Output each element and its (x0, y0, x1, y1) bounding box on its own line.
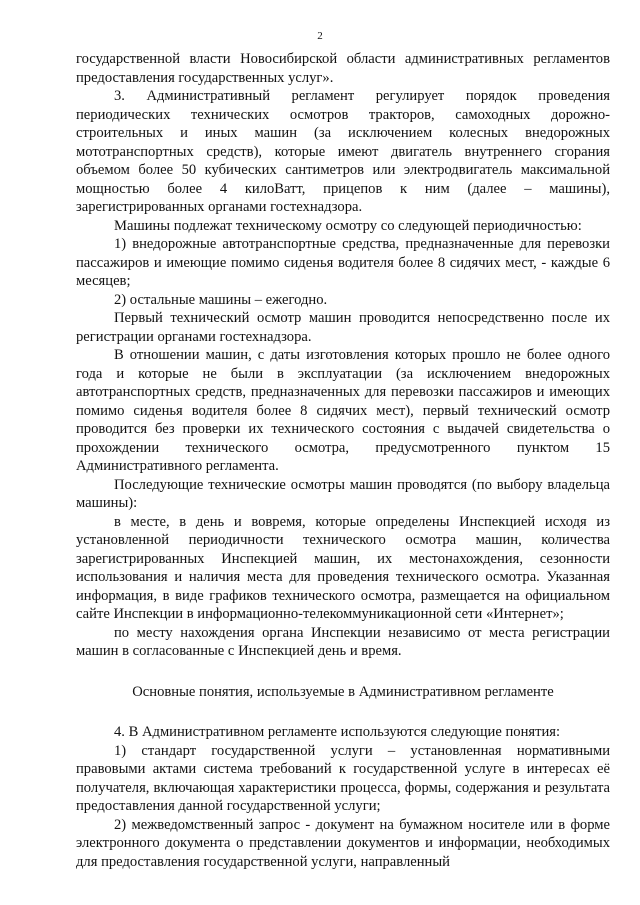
paragraph: 3. Административный регламент регулирует порядок проведения периодических технических осмотров тракторов, самоходных дорожно-строительных и иных машин (за исключением колесных внедорожных мототранспортных средств), которые имеют двигатель внутреннего сгорания объемом более 50 кубических сантиметров или электродвигатель максимальной мощностью более 4 килоВатт, прицепов к ним (далее – машины), зарегистрированных органами гостехнадзора. (76, 88, 610, 215)
paragraph: В отношении машин, с даты изготовления которых прошло не более одного года и которые не были в эксплуатации (за исключением внедорожных автотранспортных средств, предназначенных для перевозки пассажиров и имеющих помимо сиденья водителя более 8 сидячих мест), первый технический осмотр проводится без проверки их технического состояния с выдачей свидетельства о прохождении технического осмотра, предусмотренного пунктом 15 Административного регламента. (76, 347, 610, 474)
paragraph: Первый технический осмотр машин проводится непосредственно после их регистрации органами гостехнадзора. (76, 310, 610, 345)
paragraph: 4. В Административном регламенте используются следующие понятия: (114, 724, 561, 740)
list-item: 2) остальные машины – ежегодно. (114, 291, 328, 308)
section-heading: Основные понятия, используемые в Административном регламенте (132, 683, 554, 700)
document-body (76, 50, 610, 871)
list-item: 1) внедорожные автотранспортные средства, предназначенные для перевозки пассажиров и имеющие помимо сиденья водителя более 8 сидячих мест, - каждые 6 месяцев; (76, 236, 610, 289)
paragraph: в месте, в день и вовремя, которые определены Инспекцией исходя из установленной периодичности технического осмотра машин, количества зарегистрированных Инспекцией машин, их местонахождения, сезонности использования и наличия места для проведения технического осмотра. Указанная информация, в виде графиков технического осмотра, размещается на официальном сайте Инспекции в информационно-телекоммуникационной сети «Интернет»; (76, 513, 610, 622)
paragraph: Последующие технические осмотры машин проводятся (по выбору владельца машины): (76, 476, 610, 511)
paragraph: Машины подлежат техническому осмотру со следующей периодичностью: (114, 217, 582, 234)
paragraph: государственной власти Новосибирской области административных регламентов предоставления государственных услуг». (76, 51, 610, 86)
list-item: 2) межведомственный запрос - документ на бумажном носителе или в форме электронного документа о представлении документов и информации, необходимых для предоставления государственной услуги, направленный (76, 816, 610, 870)
page-number: 2 (317, 30, 323, 42)
paragraph: по месту нахождения органа Инспекции независимо от места регистрации машин в согласованные с Инспекцией день и время. (76, 624, 610, 659)
list-item: 1) стандарт государственной услуги – установленная нормативными правовыми актами система требований к государственной услуге в интересах её получателя, включающая характеристики процесса, формы, содержания и результата предоставления данной государственной услуги; (76, 742, 610, 814)
